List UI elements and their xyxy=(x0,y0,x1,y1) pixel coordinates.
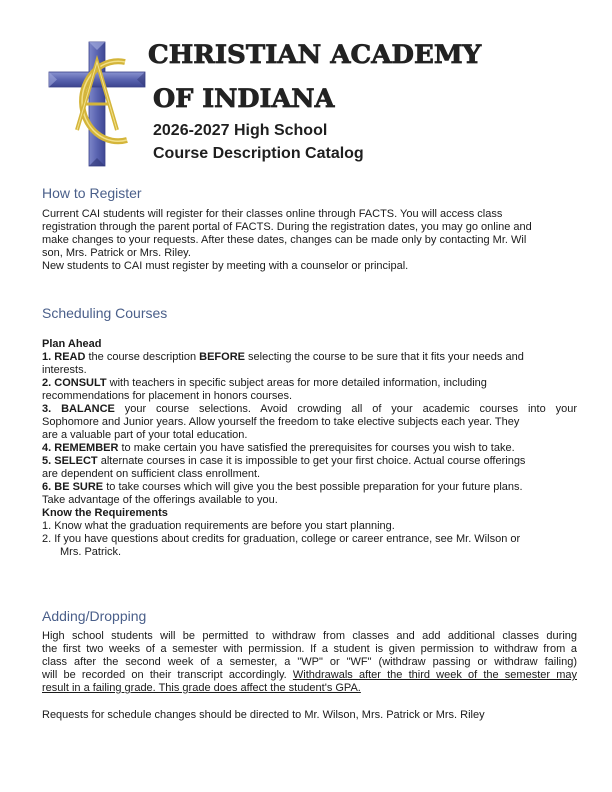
requests-note: Requests for schedule changes should be directed to Mr. Wilson, Mrs. Patrick or Mrs. Riley xyxy=(42,709,485,721)
plan-item-balance-continuation-2: are a valuable part of your total education. xyxy=(42,429,248,441)
plan-item-remember: 4. REMEMBER to make certain you have satisfied the prerequisites for courses you wish to take. xyxy=(42,442,515,454)
catalog-title: Course Description Catalog xyxy=(153,145,364,162)
cross-ca-monogram-icon xyxy=(47,40,147,168)
plan-item-read-continuation: interests. xyxy=(42,364,87,376)
adding-line-2: the first two weeks of a semester with permission. If a student is given permission to withdraw from a xyxy=(42,643,577,655)
plan-item-read: 1. READ the course description BEFORE selecting the course to be sure that it fits your needs and xyxy=(42,351,524,363)
plan-item-select-continuation: are dependent on sufficient class enrollment. xyxy=(42,468,261,480)
catalog-year: 2026-2027 High School xyxy=(153,122,328,139)
requirement-item-1: 1. Know what the graduation requirements are before you start planning. xyxy=(42,520,395,532)
school-name-line-1: CHRISTIAN ACADEMY xyxy=(148,40,482,70)
plan-item-balance-continuation-1: Sophomore and Junior years. Allow yourself the freedom to take elective subjects each year. They xyxy=(42,416,520,428)
register-line-2: registration through the parent portal of FACTS. During the registration dates, you may go online and xyxy=(42,221,532,233)
adding-dropping-heading: Adding/Dropping xyxy=(42,608,147,624)
requirement-item-2-continuation: Mrs. Patrick. xyxy=(60,546,122,558)
plan-item-select: 5. SELECT alternate courses in case it is impossible to get your first choice. Actual course offerings xyxy=(42,455,526,467)
school-name-line-2: OF INDIANA xyxy=(153,84,335,114)
how-to-register-heading: How to Register xyxy=(42,185,142,201)
withdrawal-warning-continuation: result in a failing grade. This grade does affect the student's GPA. xyxy=(42,682,361,694)
plan-item-consult-continuation: recommendations for placement in honors courses. xyxy=(42,390,293,402)
adding-dropping-body xyxy=(42,630,577,695)
adding-line-5 xyxy=(42,682,577,695)
withdrawal-warning: Withdrawals after the third week of the semester may xyxy=(292,669,577,681)
plan-item-balance: 3. BALANCE your course selections. Avoid crowding all of your academic courses into your xyxy=(42,403,577,415)
register-line-5: New students to CAI must register by meeting with a counselor or principal. xyxy=(42,260,409,272)
plan-item-be-sure-continuation: Take advantage of the offerings available to you. xyxy=(42,494,278,506)
scheduling-courses-body xyxy=(42,338,577,559)
register-line-3: make changes to your requests. After these dates, changes can be made only by contacting Mr. Wil xyxy=(42,234,527,246)
plan-ahead-heading: Plan Ahead xyxy=(42,338,102,350)
register-line-4: son, Mrs. Patrick or Mrs. Riley. xyxy=(42,247,191,259)
register-line-1: Current CAI students will register for their classes online through FACTS. You will access class xyxy=(42,208,503,220)
requirement-item-2: 2. If you have questions about credits for graduation, college or career entrance, see Mr. Wilson or xyxy=(42,533,521,545)
plan-item-consult: 2. CONSULT with teachers in specific subject areas for more detailed information, including xyxy=(42,377,487,389)
adding-line-4: will be recorded on their transcript accordingly. Withdrawals after the third week of the semester may xyxy=(42,669,577,681)
school-logo xyxy=(47,40,147,168)
know-requirements-heading: Know the Requirements xyxy=(42,507,168,519)
adding-line-3: class after the second week of a semester, a "WP" or "WF" (withdraw passing or withdraw failing) xyxy=(42,656,577,668)
plan-item-be-sure: 6. BE SURE to take courses which will give you the best possible preparation for your future plans. xyxy=(42,481,523,493)
scheduling-courses-heading: Scheduling Courses xyxy=(42,305,168,321)
how-to-register-body xyxy=(42,208,577,273)
adding-line-1: High school students will be permitted to withdraw from classes and add additional classes during xyxy=(42,630,577,642)
